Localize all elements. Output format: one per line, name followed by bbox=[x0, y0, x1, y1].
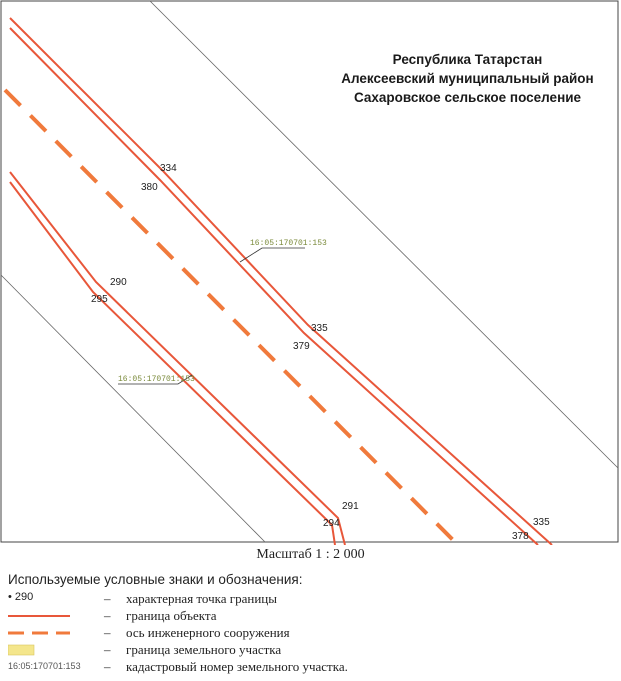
point-label-379: 379 bbox=[293, 341, 310, 352]
legend-item-point bbox=[8, 591, 608, 607]
point-label-291: 291 bbox=[342, 501, 359, 512]
legend-text-cadastral: кадастровый номер земельного участка. bbox=[126, 659, 348, 674]
point-label-334: 334 bbox=[160, 163, 177, 174]
legend-dash: – bbox=[104, 659, 111, 674]
title-line-1: Республика Татарстан bbox=[392, 52, 543, 67]
point-label-294: 294 bbox=[323, 518, 340, 529]
map-scale: Масштаб 1 : 2 000 bbox=[256, 547, 365, 562]
point-label-378: 378 bbox=[512, 531, 529, 542]
point-label-290: 290 bbox=[110, 277, 127, 288]
point-label-335a: 335 bbox=[311, 323, 328, 334]
point-label-380: 380 bbox=[141, 182, 158, 193]
title-line-2: Алексеевский муниципальный район bbox=[341, 71, 594, 86]
legend-cadastral-symbol: 16:05:170701:153 bbox=[8, 661, 81, 671]
legend-point-symbol: • 290 bbox=[8, 591, 34, 603]
cadastral-label-1: 16:05:170701:153 bbox=[250, 239, 327, 248]
legend-text-point: характерная точка границы bbox=[126, 591, 277, 606]
legend-text-land-plot: граница земельного участка bbox=[126, 642, 282, 657]
point-label-335b: 335 bbox=[533, 517, 550, 528]
engineering-axis bbox=[5, 90, 458, 545]
cadastral-label-2: 16:05:170701:153 bbox=[118, 375, 195, 384]
legend-dash: – bbox=[104, 625, 111, 640]
legend-text-axis: ось инженерного сооружения bbox=[126, 625, 290, 640]
legend-axis-symbol bbox=[8, 625, 88, 641]
legend-land-plot-symbol bbox=[8, 642, 88, 658]
cadastral-leader-1 bbox=[240, 248, 305, 262]
legend-dash: – bbox=[104, 591, 111, 606]
legend-item-land-plot bbox=[8, 642, 608, 658]
legend-item-cadastral bbox=[8, 659, 608, 675]
title-line-3: Сахаровское сельское поселение bbox=[353, 90, 582, 105]
object-boundary-lower-inner bbox=[10, 182, 335, 545]
legend-title: Используемые условные знаки и обозначения: bbox=[8, 572, 303, 587]
legend-text-object-boundary: граница объекта bbox=[126, 608, 217, 623]
legend-dash: – bbox=[104, 608, 111, 623]
legend-item-axis bbox=[8, 625, 608, 641]
legend-dash: – bbox=[104, 642, 111, 657]
legend-item-object-boundary bbox=[8, 608, 608, 624]
point-label-295: 295 bbox=[91, 294, 108, 305]
legend-object-boundary-symbol bbox=[8, 608, 88, 624]
